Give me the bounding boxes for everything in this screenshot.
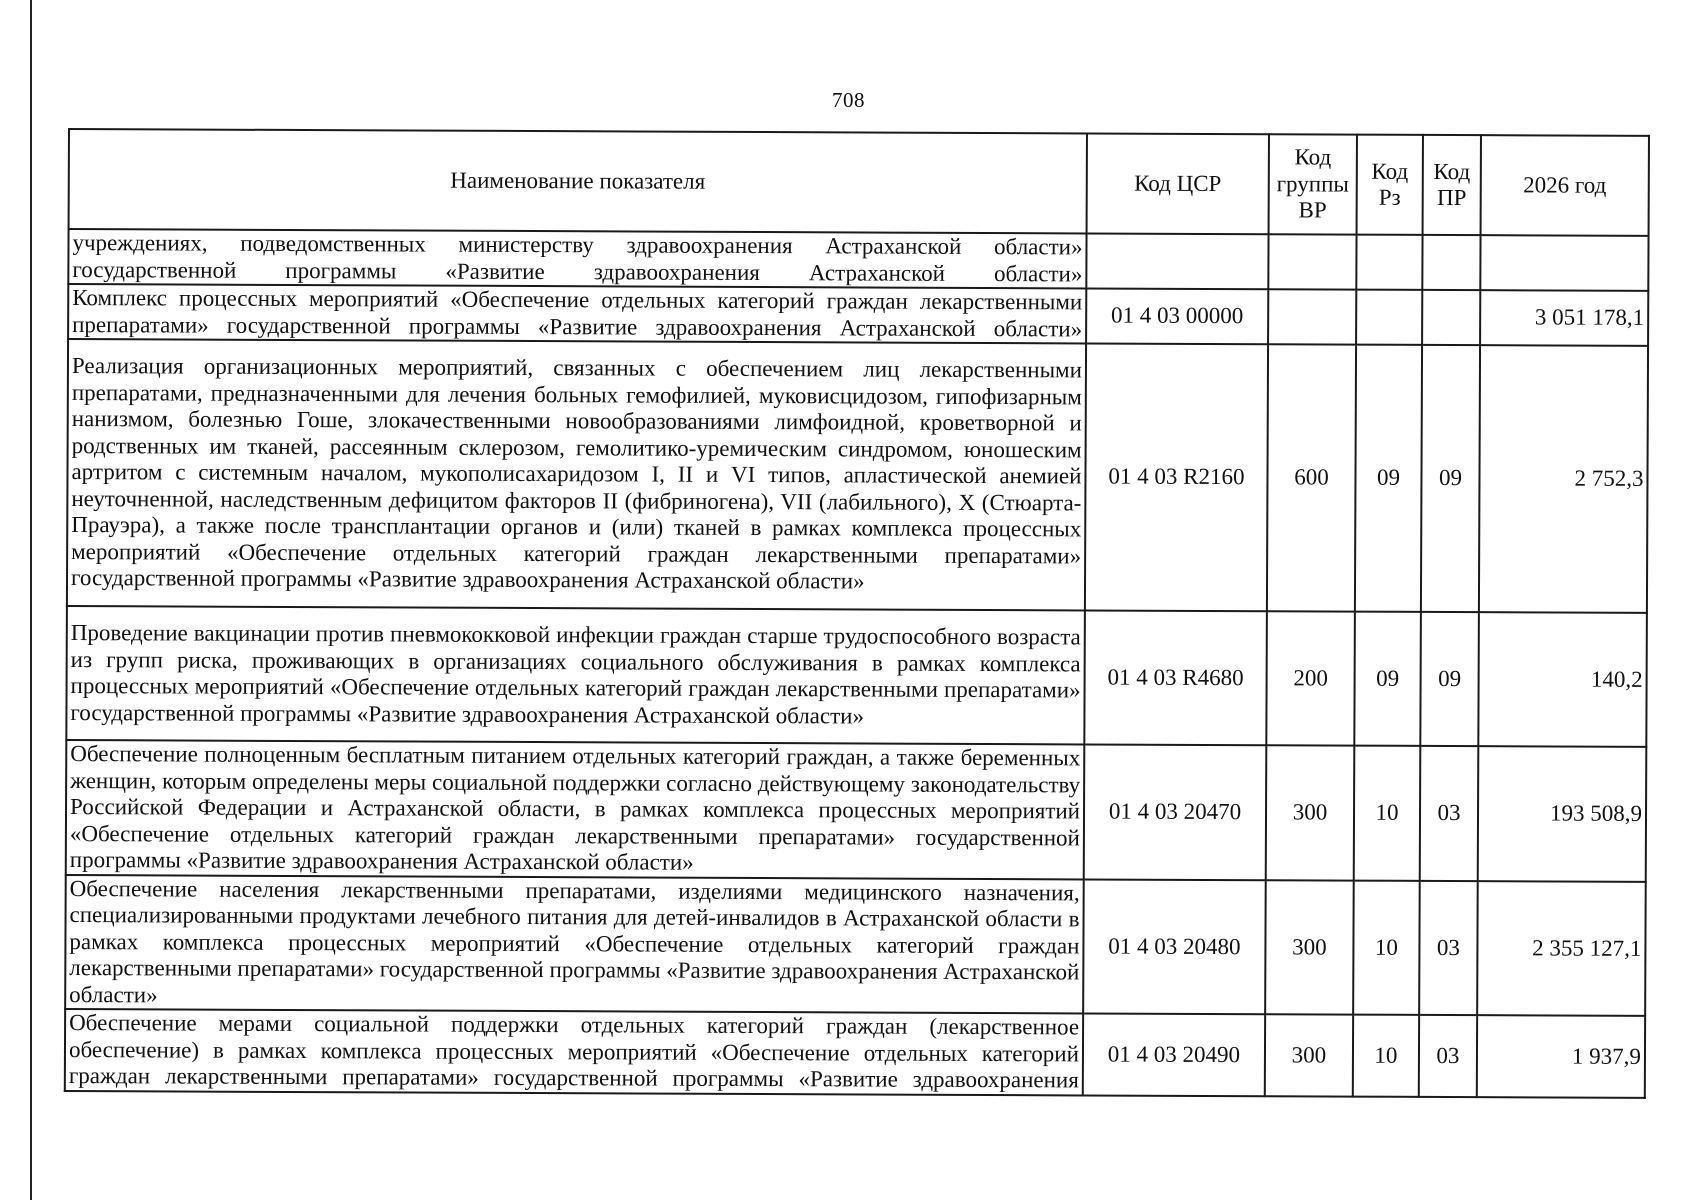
row-pr-code: 03 xyxy=(1420,746,1479,881)
row-pr-code: 09 xyxy=(1420,612,1479,746)
table-row xyxy=(68,284,1648,346)
table-header xyxy=(69,129,1649,236)
row-rz-code: 09 xyxy=(1354,612,1421,746)
row-amount: 2 752,3 xyxy=(1479,345,1648,613)
row-name: Обеспечение мерами социальной поддержки отдельных категорий граждан (лекарственное обеспечение) в рамках комплекса процессных мероприятий «Обеспечение отдельных категорий граждан лекарственными препаратами» государственной программы «Развитие здравоохранения xyxy=(65,1009,1083,1095)
budget-table xyxy=(64,128,1650,1099)
header-rz-code: Код Рз xyxy=(1357,135,1423,235)
row-amount: 193 508,9 xyxy=(1478,746,1647,881)
row-vr-code: 300 xyxy=(1265,880,1354,1015)
row-vr-code xyxy=(1268,289,1356,344)
header-year-2026: 2026 год xyxy=(1481,135,1649,236)
row-csr-code: 01 4 03 20490 xyxy=(1083,1013,1265,1096)
row-vr-code: 200 xyxy=(1266,611,1355,745)
row-rz-code: 10 xyxy=(1353,880,1420,1015)
row-amount: 140,2 xyxy=(1478,612,1647,747)
row-rz-code: 10 xyxy=(1354,746,1421,881)
header-vr-group-code: Код группы ВР xyxy=(1269,134,1357,234)
row-vr-code: 600 xyxy=(1267,344,1356,611)
row-pr-code: 03 xyxy=(1419,880,1478,1015)
row-pr-code xyxy=(1422,235,1480,290)
header-name: Наименование показателя xyxy=(69,129,1087,233)
page-number: 708 xyxy=(832,88,865,112)
row-pr-code xyxy=(1422,290,1480,345)
row-amount: 2 355 127,1 xyxy=(1477,881,1646,1016)
row-name: Проведение вакцинации против пневмококковой инфекции граждан старше трудоспособного возраста из групп риска, проживающих в организациях социального обслуживания в рамках комплекса процессных мероприятий «Обеспечение отдельных категорий граждан лекарственными препаратами» государственной программы «Развитие здравоохранения Астраханской области» xyxy=(66,606,1085,744)
row-name: учреждениях, подведомственных министерству здравоохранения Астраханской области» государственной программы «Развитие здравоохранения Астраханской области» xyxy=(68,229,1086,288)
table-row xyxy=(65,874,1646,1015)
row-vr-code: 300 xyxy=(1266,745,1355,880)
row-amount: 1 937,9 xyxy=(1477,1015,1645,1098)
row-pr-code: 09 xyxy=(1421,345,1480,612)
header-csr-code: Код ЦСР xyxy=(1087,133,1269,234)
row-vr-code xyxy=(1268,234,1356,289)
row-rz-code xyxy=(1356,235,1422,290)
row-csr-code: 01 4 03 20470 xyxy=(1084,744,1267,879)
row-csr-code: 01 4 03 R2160 xyxy=(1085,343,1268,611)
table-row xyxy=(65,1009,1645,1098)
row-csr-code xyxy=(1086,233,1268,289)
table-row xyxy=(68,229,1648,291)
table-row xyxy=(66,606,1647,747)
row-csr-code: 01 4 03 R4680 xyxy=(1084,610,1267,745)
table-row xyxy=(66,740,1647,881)
row-rz-code xyxy=(1356,290,1422,345)
row-amount: 3 051 178,1 xyxy=(1480,290,1648,346)
row-pr-code: 03 xyxy=(1419,1015,1477,1097)
binding-line xyxy=(30,0,32,1200)
row-amount xyxy=(1480,235,1648,291)
table-row xyxy=(67,339,1648,613)
row-rz-code: 09 xyxy=(1355,345,1422,612)
row-name: Комплекс процессных мероприятий «Обеспечение отдельных категорий граждан лекарственными препаратами» государственной программы «Развитие здравоохранения Астраханской области» xyxy=(68,284,1086,343)
header-pr-code: Код ПР xyxy=(1423,135,1481,235)
row-csr-code: 01 4 03 20480 xyxy=(1083,879,1266,1014)
row-name: Обеспечение полноценным бесплатным питанием отдельных категорий граждан, а также беременных женщин, которым определены меры социальной поддержки согласно действующему законодательству Российской Федерации и Астраханской области, в рамках комплекса процессных мероприятий «Обеспечение отдельных категорий граждан лекарственными препаратами» государственной программы «Развитие здравоохранения Астраханской области» xyxy=(66,740,1085,879)
row-rz-code: 10 xyxy=(1353,1015,1419,1097)
row-vr-code: 300 xyxy=(1265,1014,1353,1096)
row-name: Реализация организационных мероприятий, связанных с обеспечением лиц лекарственными препаратами, предназначенными для лечения больных гемофилией, муковисцидозом, гипофизарным нанизмом, болезнью Гоше, злокачественными новообразованиями лимфоидной, кроветворной и родственных им тканей, рассеянным склерозом, гемолитико-уремическим синдромом, юношеским артритом с системным началом, мукополисахаридозом I, II и VI типов, апластической анемией неуточненной, наследственным дефицитом факторов II (фибриногена), VII (лабильного), X (Стюарта-Прауэра), а также после трансплантации органов и (или) тканей в рамках комплекса процессных мероприятий «Обеспечение отдельных категорий граждан лекарственными препаратами» государственной программы «Развитие здравоохранения Астраханской области» xyxy=(67,339,1086,610)
row-name: Обеспечение населения лекарственными препаратами, изделиями медицинского назначения, специализированными продуктами лечебного питания для детей-инвалидов в Астраханской области в рамках комплекса процессных мероприятий «Обеспечение отдельных категорий граждан лекарственными препаратами» государственной программы «Развитие здравоохранения Астраханской области» xyxy=(65,874,1084,1013)
row-csr-code: 01 4 03 00000 xyxy=(1086,288,1268,344)
